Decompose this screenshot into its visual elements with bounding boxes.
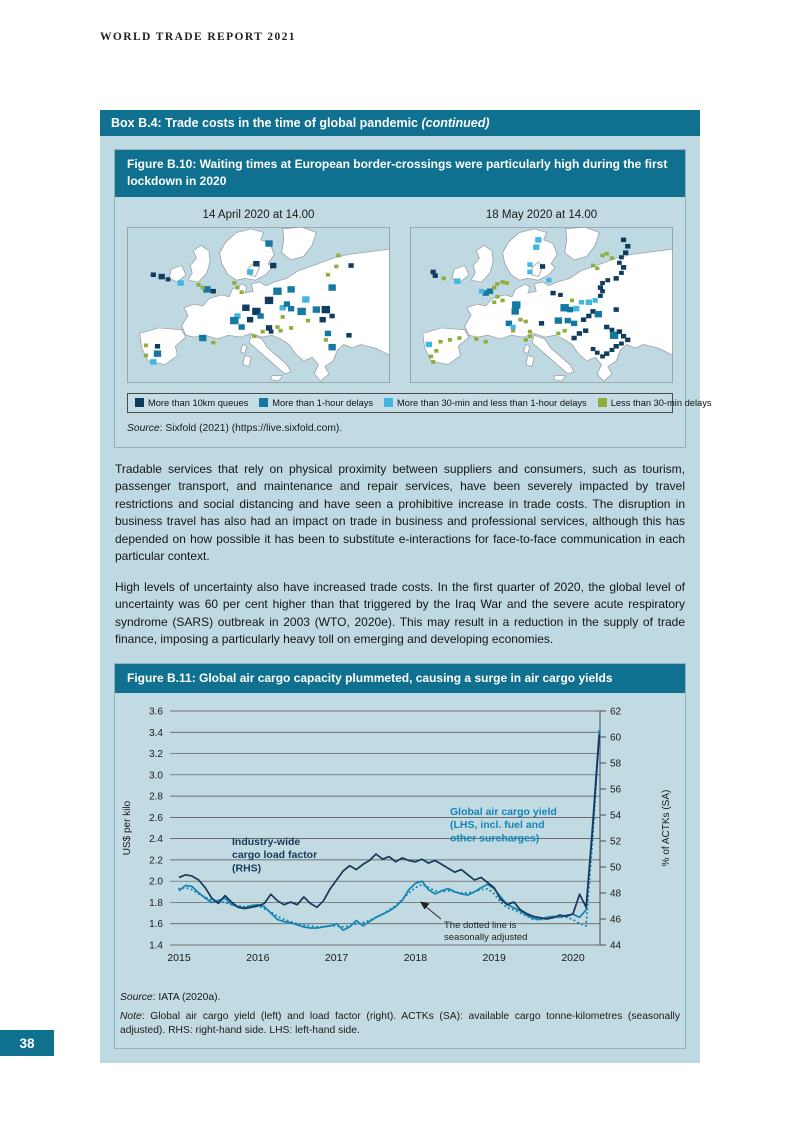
border-delay-marker [297, 308, 305, 315]
border-delay-marker [619, 341, 624, 345]
border-delay-marker [211, 341, 215, 345]
border-delay-marker [429, 354, 433, 358]
left-axis-tick: 1.6 [149, 919, 163, 931]
border-delay-marker [325, 330, 331, 336]
source-label: Source [127, 422, 160, 434]
border-delay-marker [326, 273, 330, 277]
right-axis-tick: 48 [610, 888, 622, 900]
border-delay-marker [196, 283, 200, 287]
border-delay-marker [269, 329, 274, 333]
border-delay-marker [320, 317, 326, 323]
border-delay-marker [555, 317, 562, 323]
border-delay-marker [556, 331, 560, 335]
border-delay-marker [625, 337, 630, 342]
border-delay-marker [201, 286, 205, 290]
border-delay-marker [577, 331, 582, 336]
report-title: WORLD TRADE REPORT 2021 [100, 31, 296, 43]
europe-map-svg [410, 227, 673, 383]
border-delay-marker [571, 320, 577, 326]
border-delay-marker [610, 348, 615, 352]
border-delay-marker [510, 325, 515, 330]
x-axis-year-label: 2020 [561, 952, 585, 965]
border-delay-marker [492, 300, 496, 304]
europe-map-14-april [127, 227, 390, 383]
left-axis-tick: 2.4 [149, 834, 163, 846]
border-delay-marker [605, 278, 610, 282]
border-delay-marker [288, 306, 294, 312]
border-delay-marker [567, 307, 573, 313]
border-delay-marker [348, 263, 353, 268]
border-delay-marker [500, 298, 504, 302]
border-delay-marker [247, 317, 253, 323]
figure-b11-source [120, 991, 680, 1005]
left-axis-tick: 2.8 [149, 791, 163, 803]
border-delay-marker [159, 274, 165, 280]
legend-swatch-icon [135, 398, 144, 407]
border-delay-marker [591, 263, 595, 267]
border-delay-marker [605, 252, 609, 256]
border-delay-marker [610, 256, 614, 260]
border-delay-marker [484, 340, 488, 344]
legend-item-3 [598, 398, 712, 408]
legend-label: More than 30-min and less than 1-hour delays [397, 397, 587, 408]
x-axis-year-label: 2018 [403, 952, 428, 965]
border-delay-marker [579, 300, 584, 305]
dotted-line-note: The dotted line is seasonally adjusted [444, 920, 528, 944]
border-delay-marker [144, 343, 148, 347]
border-delay-marker [518, 318, 522, 322]
border-delay-marker [586, 299, 592, 305]
border-delay-marker [586, 313, 591, 318]
border-delay-marker [535, 237, 541, 243]
border-delay-marker [265, 240, 272, 246]
border-delay-marker [573, 306, 579, 312]
border-delay-marker [500, 280, 504, 284]
right-axis-title: % of ACTKs (SA) [661, 789, 672, 867]
border-delay-marker [546, 278, 551, 283]
left-axis-tick: 3.2 [149, 749, 163, 761]
border-delay-marker [433, 273, 438, 278]
legend-label: More than 10km queues [148, 397, 249, 408]
x-axis-year-label: 2019 [482, 952, 506, 965]
border-delay-marker [151, 272, 156, 277]
air-cargo-chart [120, 697, 680, 982]
border-delay-marker [591, 347, 596, 351]
right-axis-tick: 50 [610, 862, 622, 874]
map-may-title: 18 May 2020 at 14.00 [485, 208, 598, 221]
left-axis-tick: 3.4 [149, 727, 163, 739]
border-delay-marker [621, 237, 626, 242]
border-delay-marker [322, 306, 330, 313]
border-delay-marker [334, 264, 338, 268]
border-delay-marker [324, 338, 328, 342]
left-axis-title: US$ per kilo [122, 800, 133, 856]
figure-b11-note [120, 1010, 680, 1038]
border-delay-marker [581, 317, 586, 322]
map-legend [127, 393, 712, 413]
border-delay-marker [177, 280, 183, 286]
left-axis-tick: 2.0 [149, 876, 163, 888]
border-delay-marker [533, 244, 539, 250]
box-b4-header [100, 110, 700, 136]
border-delay-marker [600, 281, 605, 285]
legend-label: More than 1-hour delays [272, 397, 374, 408]
left-axis-tick: 2.2 [149, 855, 163, 867]
border-delay-marker [495, 295, 499, 299]
note-label: Note [120, 1011, 142, 1023]
x-axis-year-label: 2016 [246, 952, 270, 965]
border-delay-marker [528, 334, 532, 338]
legend-swatch-icon [598, 398, 607, 407]
right-axis-tick: 60 [610, 732, 622, 744]
border-delay-marker [583, 328, 588, 333]
source-text: : IATA (2020a). [152, 992, 221, 1004]
border-delay-marker [306, 319, 310, 323]
border-delay-marker [454, 278, 460, 284]
legend-item-1 [259, 398, 373, 408]
note-text: : Global air cargo yield (left) and load factor (right). ACTKs (SA): available cargo tonne-kilometres (seasonally adjusted). RHS: right-hand side. LHS: left-hand side. [120, 1011, 680, 1036]
border-delay-marker [617, 329, 622, 334]
legend-swatch-icon [259, 398, 268, 407]
border-delay-marker [239, 324, 245, 330]
border-delay-marker [278, 329, 282, 333]
border-delay-marker [614, 344, 619, 349]
border-delay-marker [155, 344, 160, 349]
box-b4-body [100, 136, 712, 1063]
border-delay-marker [346, 333, 351, 338]
border-delay-marker [211, 289, 216, 294]
source-text: : Sixfold (2021) (https://live.sixfold.com). [159, 422, 343, 434]
border-delay-marker [150, 359, 156, 365]
border-delay-marker [540, 264, 545, 269]
x-axis-year-label: 2017 [324, 952, 349, 965]
yield-label: Global air cargo yield (LHS, incl. fuel and other surcharges) [450, 806, 557, 845]
border-delay-marker [610, 327, 615, 331]
right-axis-tick: 54 [610, 810, 622, 822]
box-b4 [100, 110, 712, 1063]
right-axis-tick: 62 [610, 706, 622, 718]
box-b4-title-continued: (continued) [421, 116, 490, 130]
border-delay-marker [623, 250, 628, 255]
border-delay-marker [457, 336, 461, 340]
border-delay-marker [199, 335, 206, 341]
border-delay-marker [154, 350, 161, 356]
border-delay-marker [619, 255, 624, 259]
page-number-badge: 38 [0, 1030, 54, 1056]
maps-row [127, 207, 673, 383]
left-axis-tick: 2.6 [149, 813, 163, 825]
border-delay-marker [328, 284, 335, 290]
border-delay-marker [593, 298, 598, 303]
border-delay-marker [265, 297, 273, 304]
border-delay-marker [166, 277, 171, 281]
border-delay-marker [528, 330, 532, 334]
border-delay-marker [252, 334, 256, 338]
right-axis-tick: 58 [610, 758, 622, 770]
border-delay-marker [625, 244, 630, 249]
border-delay-marker [240, 290, 244, 294]
legend-label: Less than 30-min delays [610, 397, 712, 408]
map-column-april [127, 207, 390, 383]
border-delay-marker [474, 337, 478, 341]
border-delay-marker [563, 329, 567, 333]
border-delay-marker [232, 281, 236, 285]
border-delay-marker [595, 266, 599, 270]
border-delay-marker [275, 325, 279, 329]
border-delay-marker [570, 298, 574, 302]
border-delay-marker [595, 350, 600, 354]
left-axis-tick: 1.8 [149, 898, 163, 910]
border-delay-marker [257, 313, 263, 319]
border-delay-marker [492, 286, 496, 290]
border-delay-marker [242, 304, 249, 310]
border-delay-marker [336, 253, 340, 257]
left-axis-tick: 3.6 [149, 706, 163, 718]
map-april-title: 14 April 2020 at 14.00 [202, 208, 315, 221]
chart-svg [120, 697, 680, 982]
border-delay-marker [604, 325, 609, 330]
border-delay-marker [571, 336, 576, 341]
border-delay-marker [247, 269, 253, 275]
border-delay-marker [527, 269, 532, 274]
figure-b10 [114, 149, 712, 448]
border-delay-marker [565, 318, 571, 324]
border-delay-marker [235, 286, 239, 290]
border-delay-marker [614, 307, 619, 312]
border-delay-marker [617, 261, 622, 265]
border-delay-marker [598, 294, 603, 298]
border-delay-marker [539, 321, 544, 326]
border-delay-marker [313, 306, 320, 312]
x-axis-year-label: 2015 [167, 952, 191, 965]
border-delay-marker [512, 301, 520, 308]
border-delay-marker [144, 353, 148, 357]
border-delay-marker [230, 317, 238, 324]
right-axis-tick: 44 [610, 940, 622, 952]
border-delay-marker [261, 330, 265, 334]
border-delay-marker [527, 262, 532, 267]
border-delay-marker [330, 313, 335, 318]
map-column-may [410, 207, 673, 383]
border-delay-marker [512, 308, 519, 314]
border-delay-marker [550, 291, 555, 296]
border-delay-marker [619, 271, 624, 275]
legend-item-0 [135, 398, 248, 408]
europe-map-svg [127, 227, 390, 383]
figure-b11-body [115, 693, 685, 1048]
border-delay-marker [600, 354, 605, 358]
border-delay-marker [431, 360, 435, 364]
border-delay-marker [558, 293, 563, 297]
border-delay-marker [448, 338, 452, 342]
figure-b11-title: Figure B.11: Global air cargo capacity plummeted, causing a surge in air cargo yields [115, 664, 685, 693]
load-factor-label: Industry-wide cargo load factor (RHS) [232, 836, 318, 875]
border-delay-marker [438, 340, 442, 344]
paragraph-uncertainty: High levels of uncertainty also have increased trade costs. In the first quarter of 2020, the global level of uncertainty was 60 per cent higher than that triggered by the Iraq War and the severe acute respiratory syndrome (SARS) outbreak in 2003 (WTO, 2020e). This may result in a reduction in the supply of trade finance, imposing a particularly heavy toll on emerging and developing economies. [115, 579, 685, 647]
border-delay-marker [442, 276, 446, 280]
border-delay-marker [511, 329, 515, 333]
figure-b10-body [115, 197, 712, 447]
figure-b10-title: Figure B.10: Waiting times at European border-crossings were particularly high during the first lockdown in 2020 [115, 150, 685, 197]
border-delay-marker [600, 253, 604, 257]
border-delay-marker [495, 282, 499, 286]
border-delay-marker [621, 265, 626, 270]
border-delay-marker [524, 319, 528, 323]
figure-b10-source [127, 422, 673, 436]
border-delay-marker [253, 261, 259, 267]
legend-item-2 [384, 398, 587, 408]
border-delay-marker [328, 344, 335, 350]
border-delay-marker [434, 349, 438, 353]
border-delay-marker [479, 289, 484, 294]
border-delay-marker [289, 326, 293, 330]
border-delay-marker [426, 341, 432, 347]
border-delay-marker [302, 296, 309, 302]
box-b4-title: Box B.4: Trade costs in the time of global pandemic [111, 116, 422, 130]
right-axis-tick: 56 [610, 784, 622, 796]
border-delay-marker [281, 315, 285, 319]
border-delay-marker [273, 287, 281, 294]
border-delay-marker [524, 338, 528, 342]
right-axis-tick: 46 [610, 914, 622, 926]
legend-swatch-icon [384, 398, 393, 407]
source-label: Source [120, 992, 153, 1004]
left-axis-tick: 3.0 [149, 770, 163, 782]
border-delay-marker [270, 263, 276, 269]
border-delay-marker [595, 311, 602, 317]
border-delay-marker [614, 276, 619, 281]
figure-b11 [114, 663, 686, 1049]
right-axis-tick: 52 [610, 836, 622, 848]
border-delay-marker [287, 286, 294, 292]
border-delay-marker [505, 281, 509, 285]
border-delay-marker [600, 289, 605, 293]
left-axis-tick: 1.4 [149, 940, 163, 952]
paragraph-tradable-services: Tradable services that rely on physical proximity between suppliers and consumers, such as tourism, passenger transport, and maintenance and repair services, have been severely impacted by travel restrictions and social distancing and have seen a prohibitive increase in trade costs. The disruption in business travel has also had an impact on trade in business and professional services, although this has depended on how possible it has been to substitute e-interactions for face-to-face communication in each particular context. [115, 461, 685, 564]
europe-map-18-may [410, 227, 673, 383]
